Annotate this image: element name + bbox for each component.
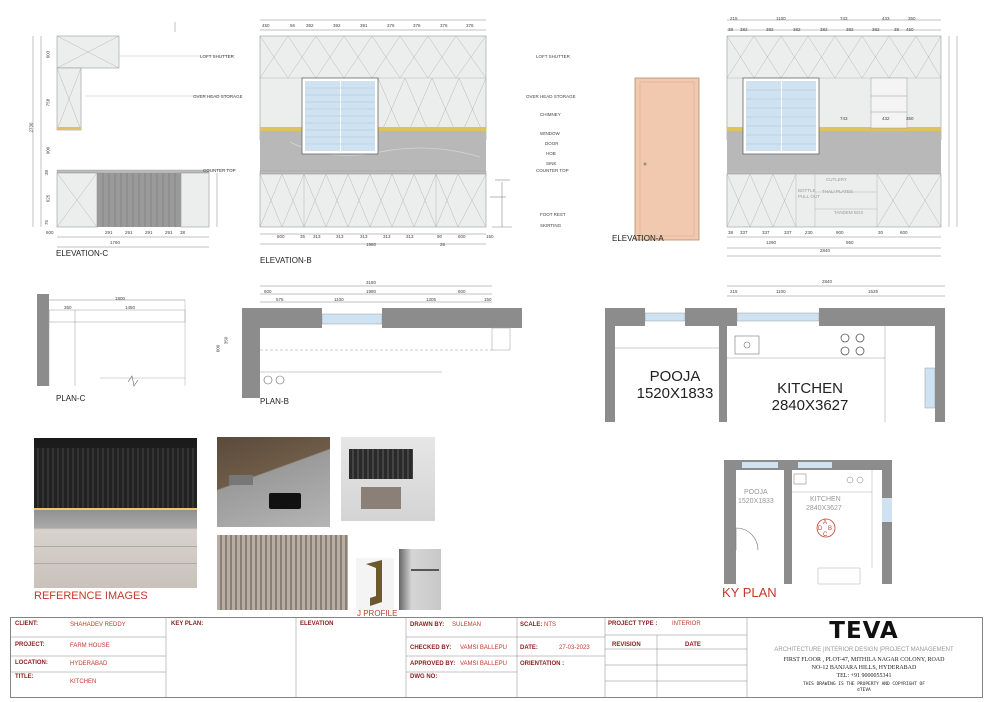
dim-c-left-1: 603 [45,50,51,59]
reference-image-1 [34,438,197,588]
dim-b-top-4: 392 [333,23,341,28]
dim-a-total-3: 2840 [820,248,831,253]
dim-b-top-2: 56 [290,23,296,28]
tb-revision-key: REVISION [612,642,641,648]
dim-plan-b-sub-1: 575 [276,297,284,302]
dim-plan-a-3: 1525 [868,289,879,294]
key-marker-c: C [823,532,828,538]
elevation-a-label: ELEVATION-A [612,234,664,243]
dim-plan-b-side-2: 350 [223,336,229,345]
tb-copyright-2: ©TEVA [857,688,871,693]
dim-c-left-4: 38 [44,169,50,176]
dim-a-top2-2: 382 [740,27,748,32]
dim-a-bottom-5: 230 [805,230,813,235]
dim-c-bottom-6: 38 [180,230,186,235]
elevation-a-drawing [605,12,960,262]
dim-a-mid-1: 743 [840,116,848,121]
plan-b-label: PLAN-B [260,397,289,406]
tb-client-key: CLIENT: [15,621,38,627]
a-drawer-cutlery: CUTLERY [826,177,847,182]
dim-a-mid-3: 350 [906,116,914,121]
kitchen-name: KITCHEN [777,380,843,397]
key-kitchen-size: 2840X3627 [806,505,842,512]
tb-orientation-key: ORIENTATION : [520,661,565,667]
j-profile-label: J PROFILE [357,609,398,618]
tb-approved-value: VAMSI BALLEPU [460,661,507,667]
tb-location-key: LOCATION: [15,660,48,666]
tb-scale-key: SCALE: [520,622,543,628]
dim-c-bottom-5: 291 [165,230,173,235]
annot-b-door: DOOR [545,141,559,146]
tb-drawn-value: SULEMAN [452,622,482,628]
dim-b-bottom-7: 313 [406,234,414,239]
dim-plan-c-2: 350 [64,305,72,310]
dim-a-top2-5: 382 [820,27,828,32]
tb-copyright-1: THIS DRAWING IS THE PROPERTY AND COPYRIGHT OF [803,682,925,687]
tb-ptype-value: INTERIOR [672,621,701,627]
elevation-b-label: ELEVATION-B [260,256,312,265]
tb-ptype-key: PROJECT TYPE : [608,621,658,627]
dim-b-total: 1980 [366,242,377,247]
dim-a-mid-2: 432 [882,116,890,121]
tb-dwg-key: DWG NO: [410,674,438,680]
dim-b-bottom-8: 90 [437,234,443,239]
dim-a-top2-3: 382 [766,27,774,32]
annot-c-counter-top: COUNTER TOP [203,168,236,173]
dim-plan-b-total: 3180 [366,280,377,285]
plan-c-drawing [30,290,195,390]
dim-plan-a-2: 1100 [776,289,786,294]
dim-b-bottom-4: 313 [336,234,344,239]
tb-checked-key: CHECKED BY: [410,645,452,651]
elevation-c-label: ELEVATION-C [56,249,109,258]
plan-c-label: PLAN-C [56,394,86,403]
dim-plan-b-3: 600 [458,289,466,294]
tb-tagline: ARCHITECTURE |INTERIOR DESIGN |PROJECT MANAGEMENT [774,647,954,653]
dim-plan-b-sub-4: 150 [484,297,492,302]
dim-plan-b-sub-2: 1100 [334,297,344,302]
elevation-c-drawing [25,12,240,252]
annot-b-chimney: CHIMNEY [540,112,561,117]
a-drawer-tandem: TANDEM BOX [834,210,864,215]
key-pooja-name: POOJA [744,489,768,496]
tb-title-key: TITLE: [15,674,34,680]
tb-date-key: DATE: [520,645,538,651]
dim-plan-a-1: 215 [730,289,738,294]
pooja-name: POOJA [649,368,701,385]
key-plan-title: KY PLAN [722,585,777,600]
tb-project-key: PROJECT: [15,642,45,648]
dim-a-top1-4: 433 [882,16,890,21]
key-plan-drawing [722,458,894,586]
dim-a-total-1: 1290 [766,240,777,245]
dim-b-small: 26 [440,242,446,247]
dim-b-bottom-10: 150 [486,234,494,239]
plan-b-drawing [222,280,522,400]
annot-b-foot-rest: FOOT REST [540,212,566,217]
dim-b-bottom-1: 600 [277,234,285,239]
dim-a-top1-3: 743 [840,16,848,21]
tb-approved-key: APPROVED BY: [410,661,456,667]
dim-c-bottom-4: 291 [145,230,153,235]
key-marker-b: B [828,526,833,532]
dim-plan-b-2: 1980 [366,289,377,294]
annot-c-overhead-storage: OVER HEAD STORAGE [193,94,243,99]
tb-keyplan-key: KEY PLAN: [171,621,204,627]
reference-image-2 [217,437,330,527]
reference-image-5 [399,549,441,610]
tb-project-value: FARM HOUSE [70,643,110,649]
dim-c-bottom-3: 291 [125,230,133,235]
dim-a-total-2: 950 [846,240,854,245]
dim-a-bottom-8: 600 [900,230,908,235]
dim-b-bottom-9: 600 [458,234,466,239]
annot-b-sink: SINK [546,161,557,166]
annot-b-hob: HOB [546,151,556,156]
tb-revision-date-key: DATE [685,642,701,648]
reference-image-4 [217,535,348,610]
tb-location-value: HYDERABAD [70,661,108,667]
tb-address-2: NO-12 BANJARA HILLS, HYDERABAD [811,665,917,671]
tb-address-1: FIRST FLOOR , PLOT-47, MITHILA NAGAR COLONY, ROAD [783,657,945,663]
dim-a-top1-5: 350 [908,16,916,21]
dim-b-bottom-2: 35 [300,234,306,239]
dim-a-top2-9: 450 [906,27,914,32]
dim-c-left-6: 75 [44,219,50,226]
dim-c-bottom-1: 600 [46,230,54,235]
dim-a-bottom-2: 337 [740,230,748,235]
dim-b-top-8: 376 [440,23,448,28]
reference-image-3 [341,437,435,521]
dim-c-left-5: 625 [45,194,51,203]
dim-c-left-3: 900 [45,146,51,155]
dim-a-top2-6: 382 [846,27,854,32]
annot-b-counter-top: COUNTER TOP [536,168,569,173]
tb-drawn-key: DRAWN BY: [410,622,445,628]
tb-checked-value: VAMSI BALLEPU [460,645,507,651]
dim-b-top-7: 376 [413,23,421,28]
dim-b-top-5: 391 [360,23,368,28]
dim-a-bottom-4: 337 [784,230,792,235]
dim-a-top1-1: 215 [730,16,738,21]
dim-a-top2-8: 38 [894,27,900,32]
dim-plan-b-1: 600 [264,289,272,294]
reference-images-title: REFERENCE IMAGES [34,590,148,602]
pooja-room-label [620,368,730,402]
dim-b-bottom-6: 313 [383,234,391,239]
dim-plan-a-total: 2840 [822,279,833,284]
kitchen-size: 2840X3627 [771,397,849,414]
pooja-size: 1520X1833 [636,385,714,402]
dim-a-top1-2: 1100 [776,16,786,21]
dim-a-top2-7: 382 [872,27,880,32]
a-drawer-thali: THALI PLATES [822,189,853,194]
dim-b-bottom-3: 313 [313,234,321,239]
dim-a-bottom-3: 337 [762,230,770,235]
tb-title-value: KITCHEN [70,679,97,685]
tb-telephone: TEL: +91 9000055341 [836,673,892,679]
dim-a-top2-4: 382 [793,27,801,32]
key-kitchen-name: KITCHEN [810,496,841,503]
dim-plan-b-sub-3: 1305 [426,297,437,302]
tb-brand-logo: TEVA [829,618,899,644]
dim-a-bottom-7: 30 [878,230,884,235]
reference-image-j-profile [356,558,394,610]
dim-c-left-2: 758 [45,98,51,107]
dim-plan-c-3: 1450 [125,305,136,310]
dim-a-bottom-1: 38 [728,230,734,235]
dim-a-top2-1: 38 [728,27,734,32]
annot-b-loft-shutter: LOFT SHUTTER [536,54,570,59]
dim-b-top-9: 376 [466,23,474,28]
key-marker-a: A [823,520,828,526]
dim-b-top-1: 450 [262,23,270,28]
annot-c-loft-shutter: LOFT SHUTTER [200,54,234,59]
dim-plan-b-side-1: 600 [215,344,221,353]
kitchen-room-label [750,380,870,414]
tb-elevation-key: ELEVATION [300,621,334,627]
elevation-b-drawing [250,12,520,257]
key-pooja-size: 1520X1833 [738,498,774,505]
dim-b-bottom-5: 313 [360,234,368,239]
dim-c-total: 1760 [110,240,121,245]
annot-b-window: WINDOW [540,131,560,136]
dim-b-top-3: 392 [306,23,314,28]
tb-date-value: 27-03-2023 [559,645,590,651]
dim-b-top-6: 376 [387,23,395,28]
dim-c-height-total: 2736 [28,122,34,133]
dim-a-bottom-6: 900 [836,230,844,235]
tb-client-value: SHAHADEV REDDY [70,622,126,628]
dim-plan-c-1: 1800 [115,296,126,301]
a-bottle-pullout: BOTTLE PULL OUT [798,188,820,199]
tb-scale-value: NTS [544,622,556,628]
annot-b-overhead-storage: OVER HEAD STORAGE [526,94,576,99]
dim-c-bottom-2: 291 [105,230,113,235]
key-marker-d: D [818,526,823,532]
annot-b-skirting: SKIRTING [540,223,562,228]
